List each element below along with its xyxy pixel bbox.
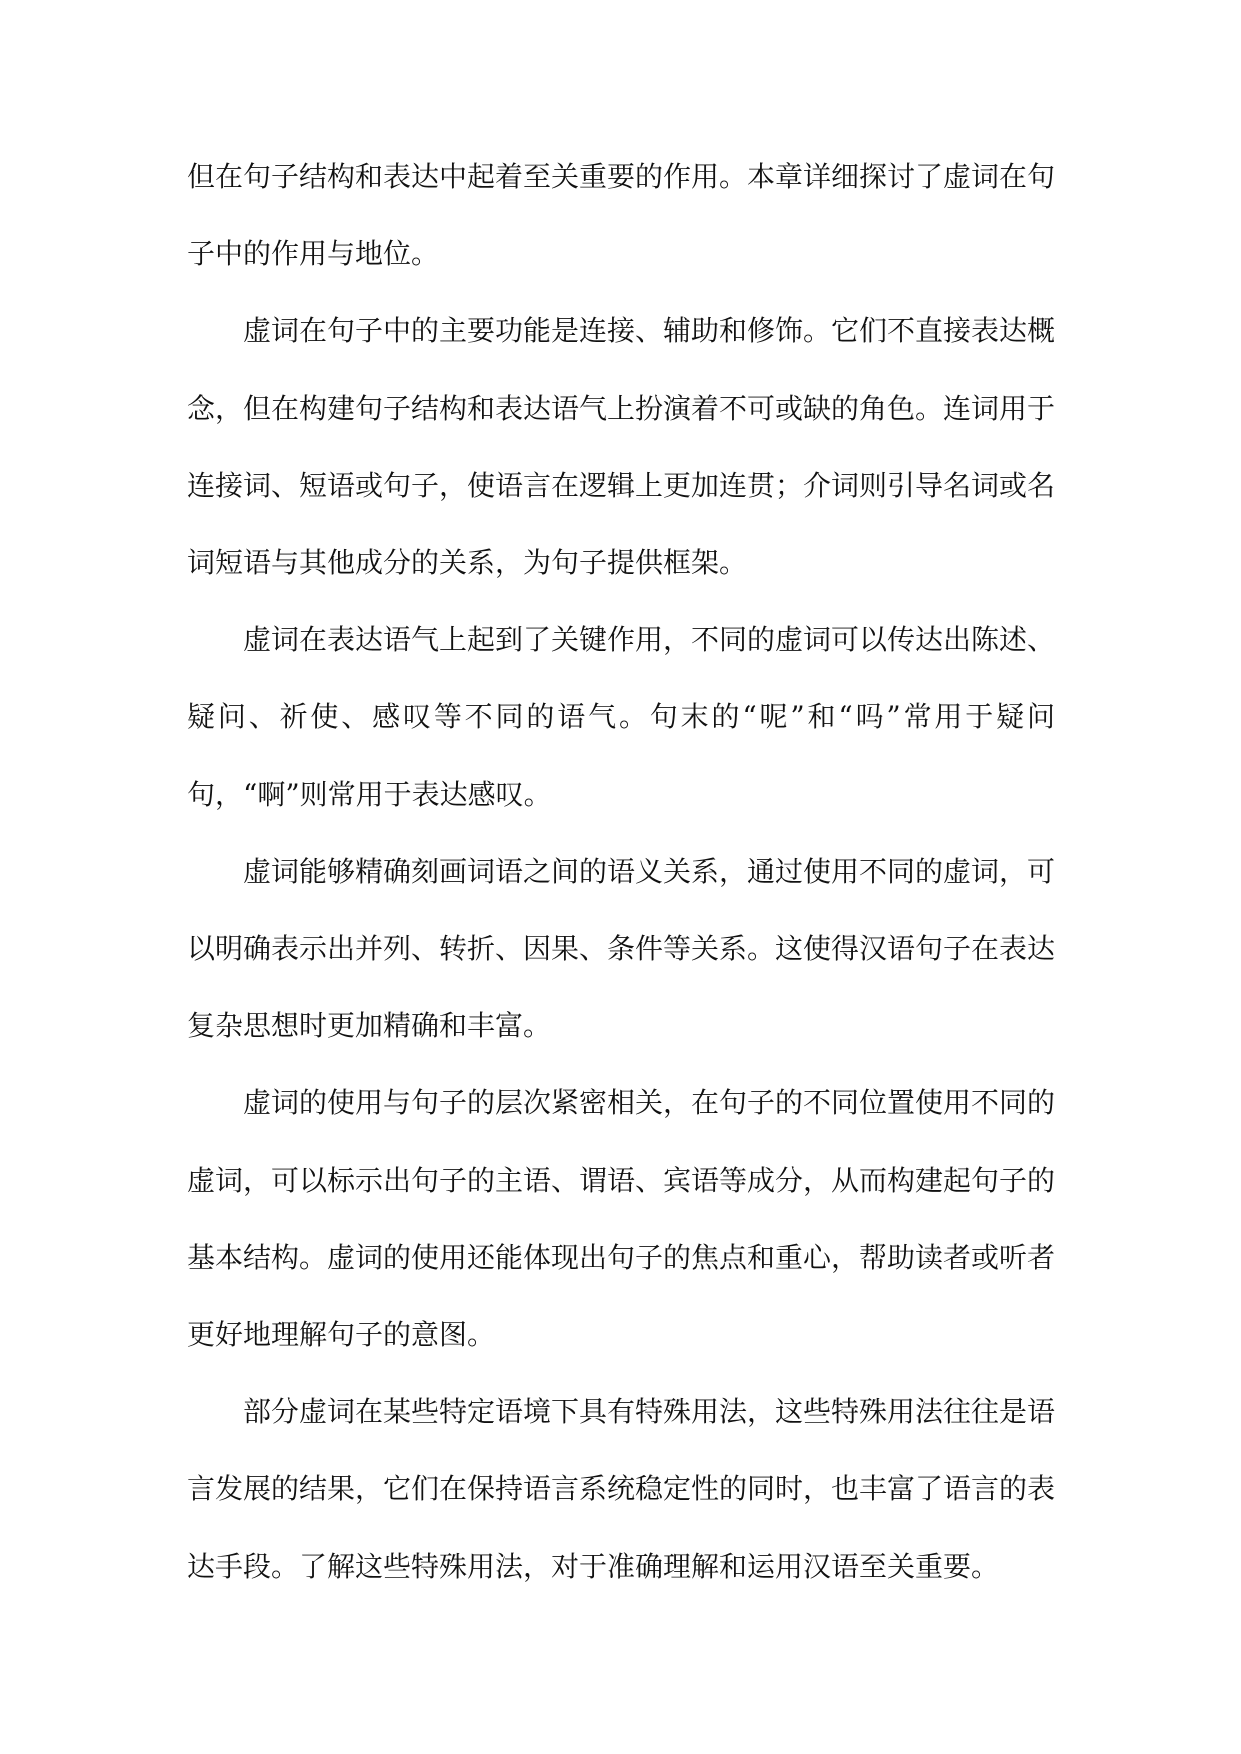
- body-text: [187, 138, 1055, 1605]
- paragraph-2: 虚词在句子中的主要功能是连接、辅助和修饰。它们不直接表达概念，但在构建句子结构和表达语气上扮演着不可或缺的角色。连词用于连接词、短语或句子，使语言在逻辑上更加连贯；介词则引导名词或名词短语与其他成分的关系，为句子提供框架。: [187, 314, 1056, 580]
- paragraph-5: 虚词的使用与句子的层次紧密相关，在句子的不同位置使用不同的虚词，可以标示出句子的主语、谓语、宾语等成分，从而构建起句子的基本结构。虚词的使用还能体现出句子的焦点和重心，帮助读者或听者更好地理解句子的意图。: [187, 1086, 1056, 1352]
- paragraph-4: 虚词能够精确刻画词语之间的语义关系，通过使用不同的虚词，可以明确表示出并列、转折、因果、条件等关系。这使得汉语句子在表达复杂思想时更加精确和丰富。: [187, 854, 1056, 1043]
- paragraph-6: 部分虚词在某些特定语境下具有特殊用法，这些特殊用法往往是语言发展的结果，它们在保持语言系统稳定性的同时，也丰富了语言的表达手段。了解这些特殊用法，对于准确理解和运用汉语至关重要。: [187, 1395, 1056, 1583]
- paragraph-1: 但在句子结构和表达中起着至关重要的作用。本章详细探讨了虚词在句子中的作用与地位。: [187, 160, 1056, 271]
- paragraph-3: 虚词在表达语气上起到了关键作用，不同的虚词可以传达出陈述、疑问、祈使、感叹等不同的语气。句末的“呢”和“吗”常用于疑问句，“啊”则常用于表达感叹。: [187, 623, 1056, 811]
